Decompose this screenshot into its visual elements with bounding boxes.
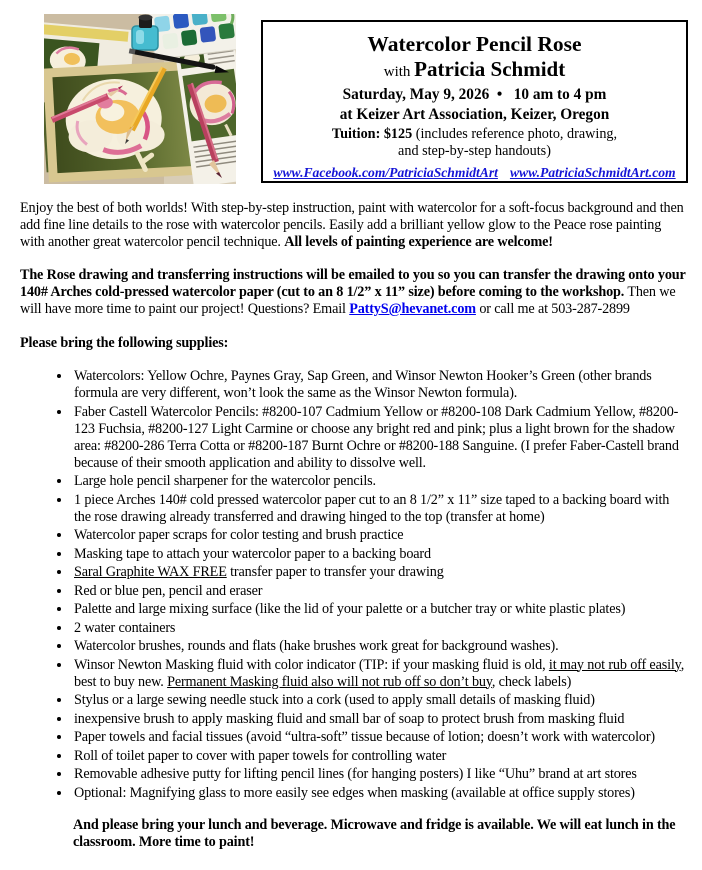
instructor-name: Patricia Schmidt xyxy=(414,57,566,81)
list-item: • inexpensive brush to apply masking fluid and small bar of soap to protect brush from masking fluid xyxy=(72,711,688,728)
list-item: • Masking tape to attach your watercolor paper to a backing board xyxy=(72,546,688,563)
list-item: • Faber Castell Watercolor Pencils: #8200-107 Cadmium Yellow or #8200-108 Dark Cadmium Yellow, #8200-123 Fuchsia, #8200-127 Light Carmine or choose any bright red and pink; plus a light brown for the shadow area: #8200-286 Terra Cotta or #8200-187 Burnt Ochre or #8200-188 Sanguine. (I prefer Faber-Castell brand because of their smooth application and ability to dissolve well. xyxy=(72,404,688,472)
list-item: • Watercolor brushes, rounds and flats (hake brushes work great for background washes). xyxy=(72,638,688,655)
supplies-list xyxy=(20,368,688,802)
date-line: Saturday, May 9, 2026 • 10 am to 4 pm xyxy=(342,86,607,103)
list-item: • Palette and large mixing surface (like the lid of your palette or a butcher tray or white plastic plates) xyxy=(72,601,688,618)
list-item: • Saral Graphite WAX FREE transfer paper to transfer your drawing xyxy=(72,564,688,581)
with-prefix: with xyxy=(383,64,415,80)
facebook-link[interactable]: www.Facebook.com/PatriciaSchmidtArt xyxy=(273,165,498,180)
list-item: • 1 piece Arches 140# cold pressed watercolor paper cut to an 8 1/2” x 11” size taped to a backing board with the rose drawing already transferred and drawing hinged to the top (transfer at home) xyxy=(72,492,688,526)
header xyxy=(20,14,688,184)
lunch-note: And please bring your lunch and beverage. Microwave and fridge is available. We will eat lunch in the classroom. More time to paint! xyxy=(73,816,676,850)
instructor-line xyxy=(263,57,686,85)
list-item: • Large hole pencil sharpener for the watercolor pencils. xyxy=(72,473,688,490)
list-item: • 2 water containers xyxy=(72,620,688,637)
workshop-title: Watercolor Pencil Rose xyxy=(367,32,582,56)
list-item: • Winsor Newton Masking fluid with color indicator (TIP: if your masking fluid is old, it may not rub off easily, best to buy new. Permanent Masking fluid also will not rub off so don’t buy, check labels) xyxy=(72,657,688,691)
website-link[interactable]: www.PatriciaSchmidtArt.com xyxy=(509,165,676,180)
title-box xyxy=(261,20,688,183)
list-item: • Roll of toilet paper to cover with paper towels for controlling water xyxy=(72,748,688,765)
tuition-amount: Tuition: $125 xyxy=(331,126,413,142)
list-item: • Optional: Magnifying glass to more easily see edges when masking (available at office supply stores) xyxy=(72,785,688,802)
list-item: • Red or blue pen, pencil and eraser xyxy=(72,583,688,600)
supplies-heading: Please bring the following supplies: xyxy=(20,335,229,351)
list-item: • Removable adhesive putty for lifting pencil lines (for hanging posters) I like “Uhu” brand at art stores xyxy=(72,766,688,783)
list-item: • Watercolor paper scraps for color testing and brush practice xyxy=(72,527,688,544)
email-link[interactable]: PattyS@hevanet.com xyxy=(349,301,476,317)
workshop-photo xyxy=(44,14,236,184)
tuition-line xyxy=(263,125,686,143)
list-item: • Paper towels and facial tissues (avoid “ultra-soft” tissue because of lotion; doesn’t work with watercolor) xyxy=(72,729,688,746)
links-row xyxy=(263,163,686,183)
tuition-includes: (includes reference photo, drawing, xyxy=(412,126,618,142)
list-item: • Watercolors: Yellow Ochre, Paynes Gray, Sap Green, and Winsor Newton Hooker’s Green (other brands formula are very different, won’t look the same as the Winsor Newton formula). xyxy=(72,368,688,402)
tuition-line2: and step-by-step handouts) xyxy=(398,143,551,159)
transfer-instructions-paragraph: The Rose drawing and transferring instructions will be emailed to you so you can transfer the drawing onto your 140# Arches cold-pressed watercolor paper (cut to an 8 1/2” x 11” size) before coming to the workshop. Then we will have more time to paint our project! Questions? Email PattyS@hevanet.com or call me at 503-287-2899 xyxy=(20,267,686,317)
intro-paragraph: Enjoy the best of both worlds! With step-by-step instruction, paint with watercolor for a soft-focus background and then add fine line details to the rose with watercolor pencils. Easily add a brilliant yellow glow to the Peace rose painting with another great watercolor pencil technique. All levels of painting experience are welcome! xyxy=(20,200,684,250)
location-line: at Keizer Art Association, Keizer, Oregon xyxy=(339,106,610,123)
list-item: • Stylus or a large sewing needle stuck into a cork (used to apply small details of masking fluid) xyxy=(72,692,688,709)
